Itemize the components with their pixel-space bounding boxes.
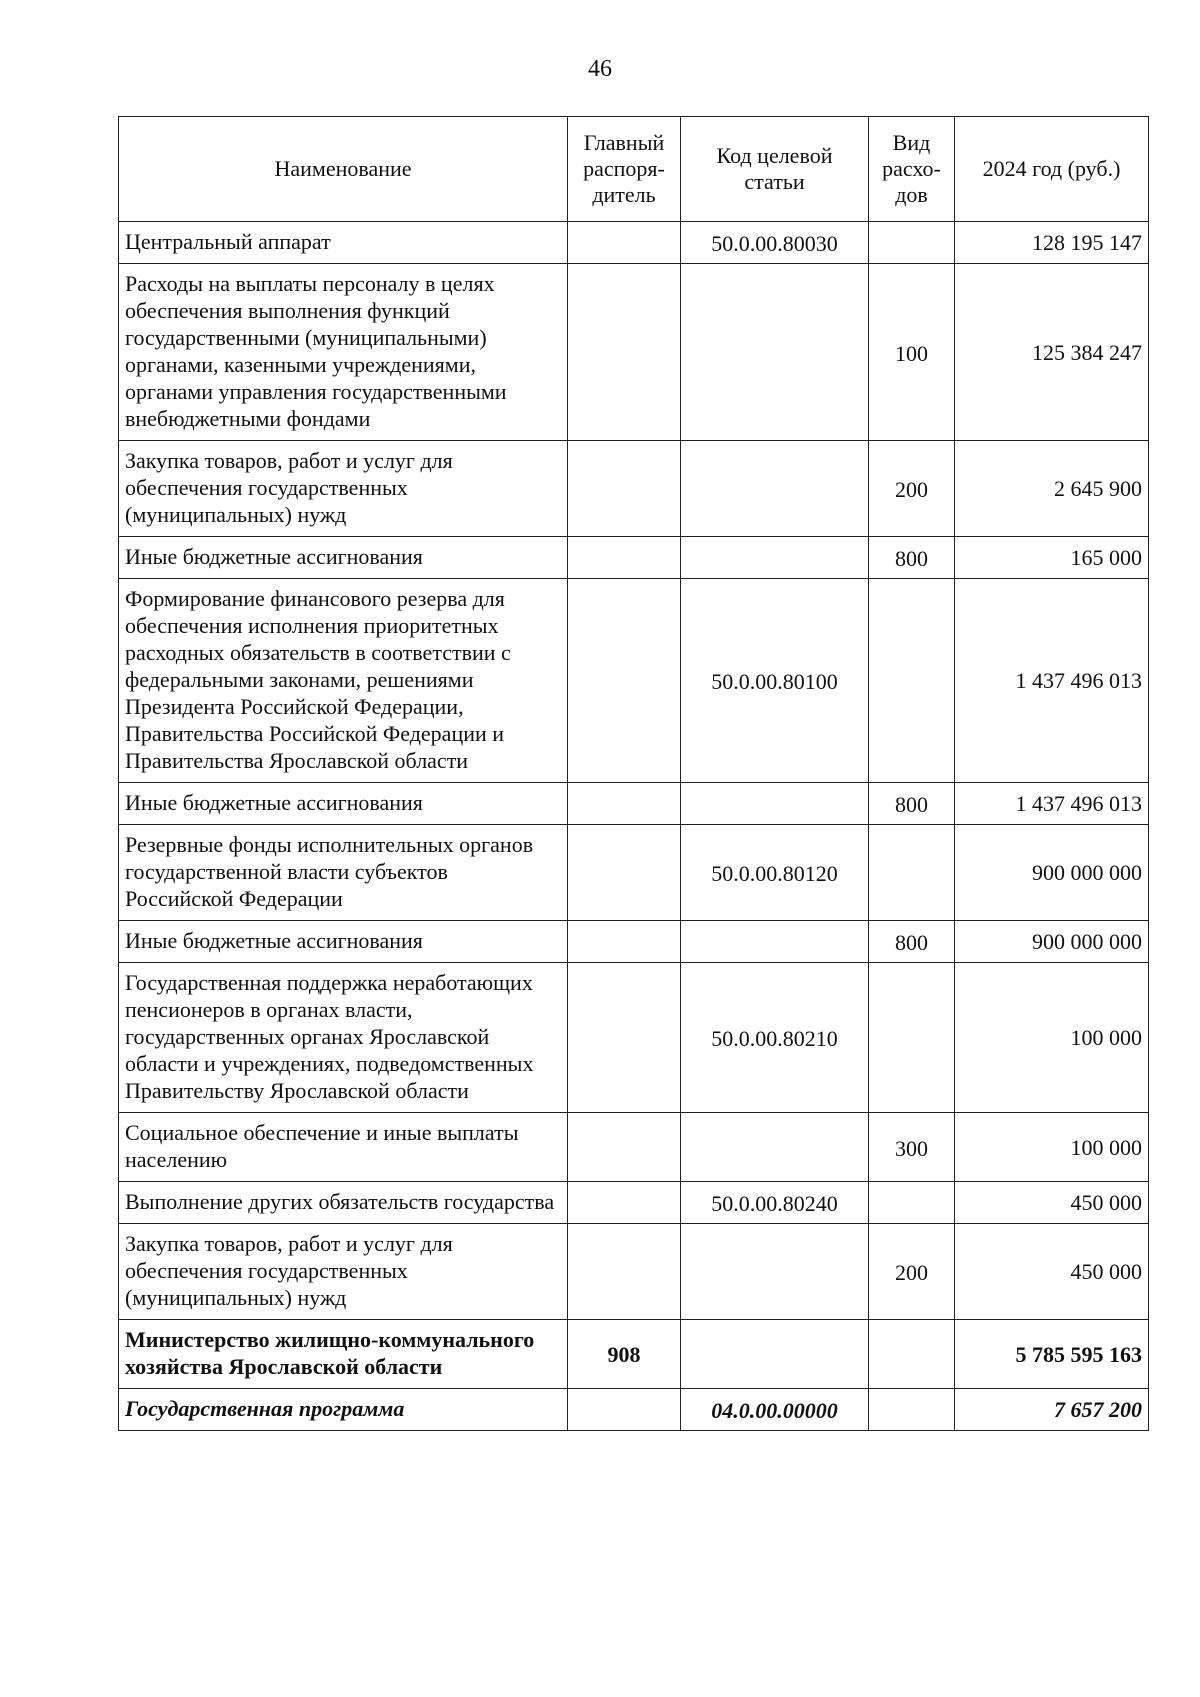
cell-code: 50.0.00.80120 (681, 825, 869, 921)
cell-amount: 165 000 (955, 537, 1149, 579)
cell-admin (568, 264, 681, 441)
cell-code: 50.0.00.80240 (681, 1182, 869, 1224)
cell-admin (568, 963, 681, 1113)
table-row (119, 963, 1149, 1113)
cell-code (681, 783, 869, 825)
cell-name: Формирование финансового резерва для обеспечения исполнения приоритетных расходных обязательств в соответствии с федеральными законами, решениями Президента Российской Федерации, Правительства Российской Федерации и Правительства Ярославской области (119, 579, 568, 783)
cell-amount: 100 000 (955, 1113, 1149, 1182)
cell-name: Закупка товаров, работ и услуг для обеспечения государственных (муниципальных) нужд (119, 1224, 568, 1320)
cell-amount: 1 437 496 013 (955, 783, 1149, 825)
cell-type: 300 (869, 1113, 955, 1182)
cell-admin (568, 537, 681, 579)
cell-admin (568, 1389, 681, 1431)
cell-admin (568, 1113, 681, 1182)
table-row-program (119, 1389, 1149, 1431)
cell-amount: 5 785 595 163 (955, 1320, 1149, 1389)
cell-type: 100 (869, 264, 955, 441)
cell-code: 50.0.00.80210 (681, 963, 869, 1113)
cell-type (869, 222, 955, 264)
cell-amount: 1 437 496 013 (955, 579, 1149, 783)
cell-name: Расходы на выплаты персоналу в целях обеспечения выполнения функций государственными (муниципальными) органами, казенными учреждениями, органами управления государственными внебюджетными фондами (119, 264, 568, 441)
cell-admin (568, 783, 681, 825)
table-row (119, 441, 1149, 537)
header-type: Вид расхо-дов (869, 117, 955, 222)
header-name: Наименование (119, 117, 568, 222)
cell-name: Социальное обеспечение и иные выплаты населению (119, 1113, 568, 1182)
cell-admin (568, 921, 681, 963)
cell-code (681, 264, 869, 441)
cell-name: Резервные фонды исполнительных органов государственной власти субъектов Российской Федерации (119, 825, 568, 921)
cell-admin (568, 1182, 681, 1224)
table-row (119, 264, 1149, 441)
cell-admin (568, 825, 681, 921)
page-number: 46 (588, 56, 612, 82)
cell-type: 200 (869, 1224, 955, 1320)
header-code: Код целевой статьи (681, 117, 869, 222)
table-row (119, 1182, 1149, 1224)
cell-code (681, 537, 869, 579)
cell-code (681, 1224, 869, 1320)
cell-name: Иные бюджетные ассигнования (119, 783, 568, 825)
cell-type: 800 (869, 537, 955, 579)
table-row (119, 222, 1149, 264)
cell-type (869, 963, 955, 1113)
cell-code (681, 1113, 869, 1182)
cell-code (681, 921, 869, 963)
cell-type: 800 (869, 921, 955, 963)
cell-type (869, 1389, 955, 1431)
cell-type (869, 579, 955, 783)
cell-code: 50.0.00.80030 (681, 222, 869, 264)
cell-amount: 900 000 000 (955, 825, 1149, 921)
table-row (119, 1224, 1149, 1320)
cell-code: 50.0.00.80100 (681, 579, 869, 783)
cell-type (869, 1182, 955, 1224)
cell-code (681, 1320, 869, 1389)
table-row (119, 537, 1149, 579)
cell-admin (568, 441, 681, 537)
header-admin: Главный распоря-дитель (568, 117, 681, 222)
cell-name: Иные бюджетные ассигнования (119, 537, 568, 579)
cell-name: Государственная поддержка неработающих пенсионеров в органах власти, государственных органах Ярославской области и учреждениях, подведомственных Правительству Ярославской области (119, 963, 568, 1113)
cell-admin (568, 579, 681, 783)
cell-amount: 128 195 147 (955, 222, 1149, 264)
table-row (119, 921, 1149, 963)
cell-admin (568, 1224, 681, 1320)
cell-name: Государственная программа (119, 1389, 568, 1431)
cell-amount: 450 000 (955, 1182, 1149, 1224)
table-row (119, 783, 1149, 825)
header-amount: 2024 год (руб.) (955, 117, 1149, 222)
cell-amount: 7 657 200 (955, 1389, 1149, 1431)
table-row-ministry (119, 1320, 1149, 1389)
cell-type: 200 (869, 441, 955, 537)
table-row (119, 825, 1149, 921)
cell-name: Выполнение других обязательств государства (119, 1182, 568, 1224)
cell-name: Министерство жилищно-коммунального хозяйства Ярославской области (119, 1320, 568, 1389)
cell-amount: 450 000 (955, 1224, 1149, 1320)
cell-code: 04.0.00.00000 (681, 1389, 869, 1431)
cell-amount: 900 000 000 (955, 921, 1149, 963)
cell-name: Закупка товаров, работ и услуг для обеспечения государственных (муниципальных) нужд (119, 441, 568, 537)
cell-type: 800 (869, 783, 955, 825)
cell-name: Центральный аппарат (119, 222, 568, 264)
cell-admin: 908 (568, 1320, 681, 1389)
cell-type (869, 1320, 955, 1389)
cell-admin (568, 222, 681, 264)
cell-amount: 100 000 (955, 963, 1149, 1113)
cell-amount: 2 645 900 (955, 441, 1149, 537)
cell-name: Иные бюджетные ассигнования (119, 921, 568, 963)
table-row (119, 1113, 1149, 1182)
cell-code (681, 441, 869, 537)
cell-amount: 125 384 247 (955, 264, 1149, 441)
table-header-row (119, 117, 1149, 222)
budget-table (118, 116, 1149, 1431)
cell-type (869, 825, 955, 921)
table-row (119, 579, 1149, 783)
